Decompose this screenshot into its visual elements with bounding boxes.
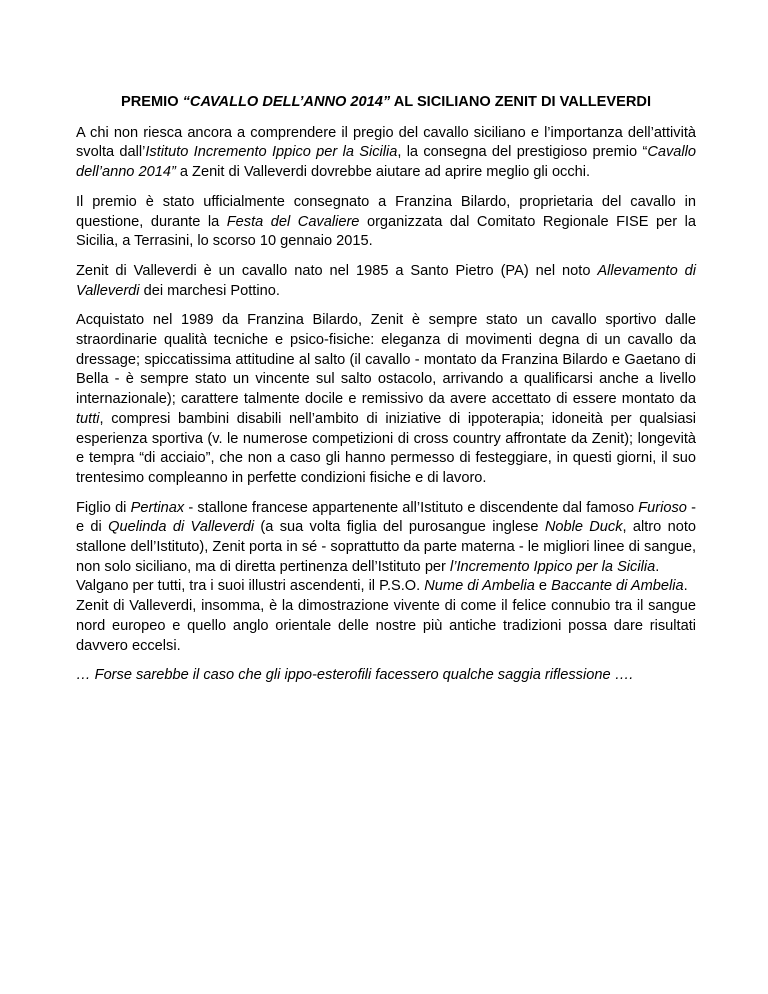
text-run: a Zenit di Valleverdi dovrebbe aiutare ad aprire meglio gli occhi. <box>175 164 591 181</box>
text-run: , altro noto stallone dell’Istituto), Zenit porta in sé - soprattutto da parte materna - le migliori linee di sangue, non solo siciliano, ma di diretta pertinenza dell’Istituto per <box>76 519 697 575</box>
text-run: , la consegna del prestigioso premio “ <box>397 144 648 161</box>
text-run: Figlio di <box>76 499 131 516</box>
italic-run: Festa del Cavaliere <box>226 213 360 230</box>
paragraph-birth <box>76 262 696 301</box>
paragraph-award <box>76 193 696 252</box>
italic-run: tutti <box>76 410 100 427</box>
text-run: e <box>534 578 552 595</box>
italic-run: Baccante di Ambelia <box>551 578 684 595</box>
paragraph-career <box>76 311 696 488</box>
italic-run: Quelinda di Valleverdi <box>108 519 255 536</box>
paragraph-lineage <box>76 499 696 578</box>
text-run: . <box>655 558 660 575</box>
text-run: (a sua volta figlia del purosangue inglese <box>254 519 545 536</box>
closing-remark <box>76 666 696 686</box>
text-run: organizzata dal Comitato Regionale FISE per la Sicilia, a Terrasini, lo scorso 10 gennaio 2015. <box>76 213 697 250</box>
italic-run: Istituto Incremento Ippico per la Sicilia <box>145 144 398 161</box>
text-run: Zenit di Valleverdi, insomma, è la dimostrazione vivente di come il felice connubio tra il sangue nord europeo e quello anglo orientale delle nostre più antiche tradizioni possa dare risultati davvero eccelsi. <box>76 598 696 654</box>
paragraph-ancestors <box>76 577 696 597</box>
text-run: . <box>683 578 688 595</box>
title-award-name: “CAVALLO DELL’ANNO 2014” <box>182 94 391 110</box>
document-page <box>76 93 696 686</box>
italic-run: Noble Duck <box>544 519 623 536</box>
paragraph-conclusion <box>76 597 696 656</box>
italic-run: Cavallo dell’anno 2014” <box>76 144 696 181</box>
document-title <box>76 93 696 113</box>
text-run: Acquistato nel 1989 da Franzina Bilardo, Zenit è sempre stato un cavallo sportivo dalle straordinarie qualità tecniche e psico-fisiche: eleganza di movimenti degna di un cavallo da dressage; spiccatissima attitudine al salto (il cavallo - montato da Franzina Bilardo e Gaetano di Bella - è sempre stato un vincente sul salto ostacolo, arrivando a qualificarsi anche a livello internazionale); carattere talmente docile e remissivo da avere accettato di essere montato da <box>76 312 696 408</box>
text-run: dei marchesi Pottino. <box>139 282 280 299</box>
italic-run: … Forse sarebbe il caso che gli ippo-esterofili facessero qualche saggia riflessione …. <box>76 667 634 684</box>
title-part: AL SICILIANO ZENIT DI VALLEVERDI <box>390 94 651 110</box>
title-part: PREMIO <box>120 94 183 110</box>
italic-run: Allevamento di Valleverdi <box>76 262 696 299</box>
italic-run: Pertinax <box>130 499 185 516</box>
text-run: Il premio è stato ufficialmente consegnato a Franzina Bilardo, proprietaria del cavallo in questione, durante la <box>76 193 696 230</box>
text-run: - e di <box>76 499 696 536</box>
paragraph-intro <box>76 124 696 183</box>
text-run: - stallone francese appartenente all’Istituto e discendente dal famoso <box>184 499 639 516</box>
text-run: Zenit di Valleverdi è un cavallo nato nel 1985 a Santo Pietro (PA) nel noto <box>76 262 598 279</box>
italic-run: Nume di Ambelia <box>424 578 535 595</box>
italic-run: l’Incremento Ippico per la Sicilia <box>449 558 656 575</box>
text-run: , compresi bambini disabili nell’ambito di iniziative di ippoterapia; idoneità per qualsiasi esperienza sportiva (v. le numerose competizioni di cross country affrontate da Zenit); longevità e tempra “di acciaio”, che non a caso gli hanno permesso di festeggiare, in questi giorni, il suo trentesimo compleanno in perfette condizioni fisiche e di lavoro. <box>76 410 696 486</box>
text-run: A chi non riesca ancora a comprendere il pregio del cavallo siciliano e l’importanza dell’attività svolta dall’ <box>76 124 696 161</box>
text-run: Valgano per tutti, tra i suoi illustri ascendenti, il P.S.O. <box>76 578 425 595</box>
italic-run: Furioso <box>638 499 687 516</box>
